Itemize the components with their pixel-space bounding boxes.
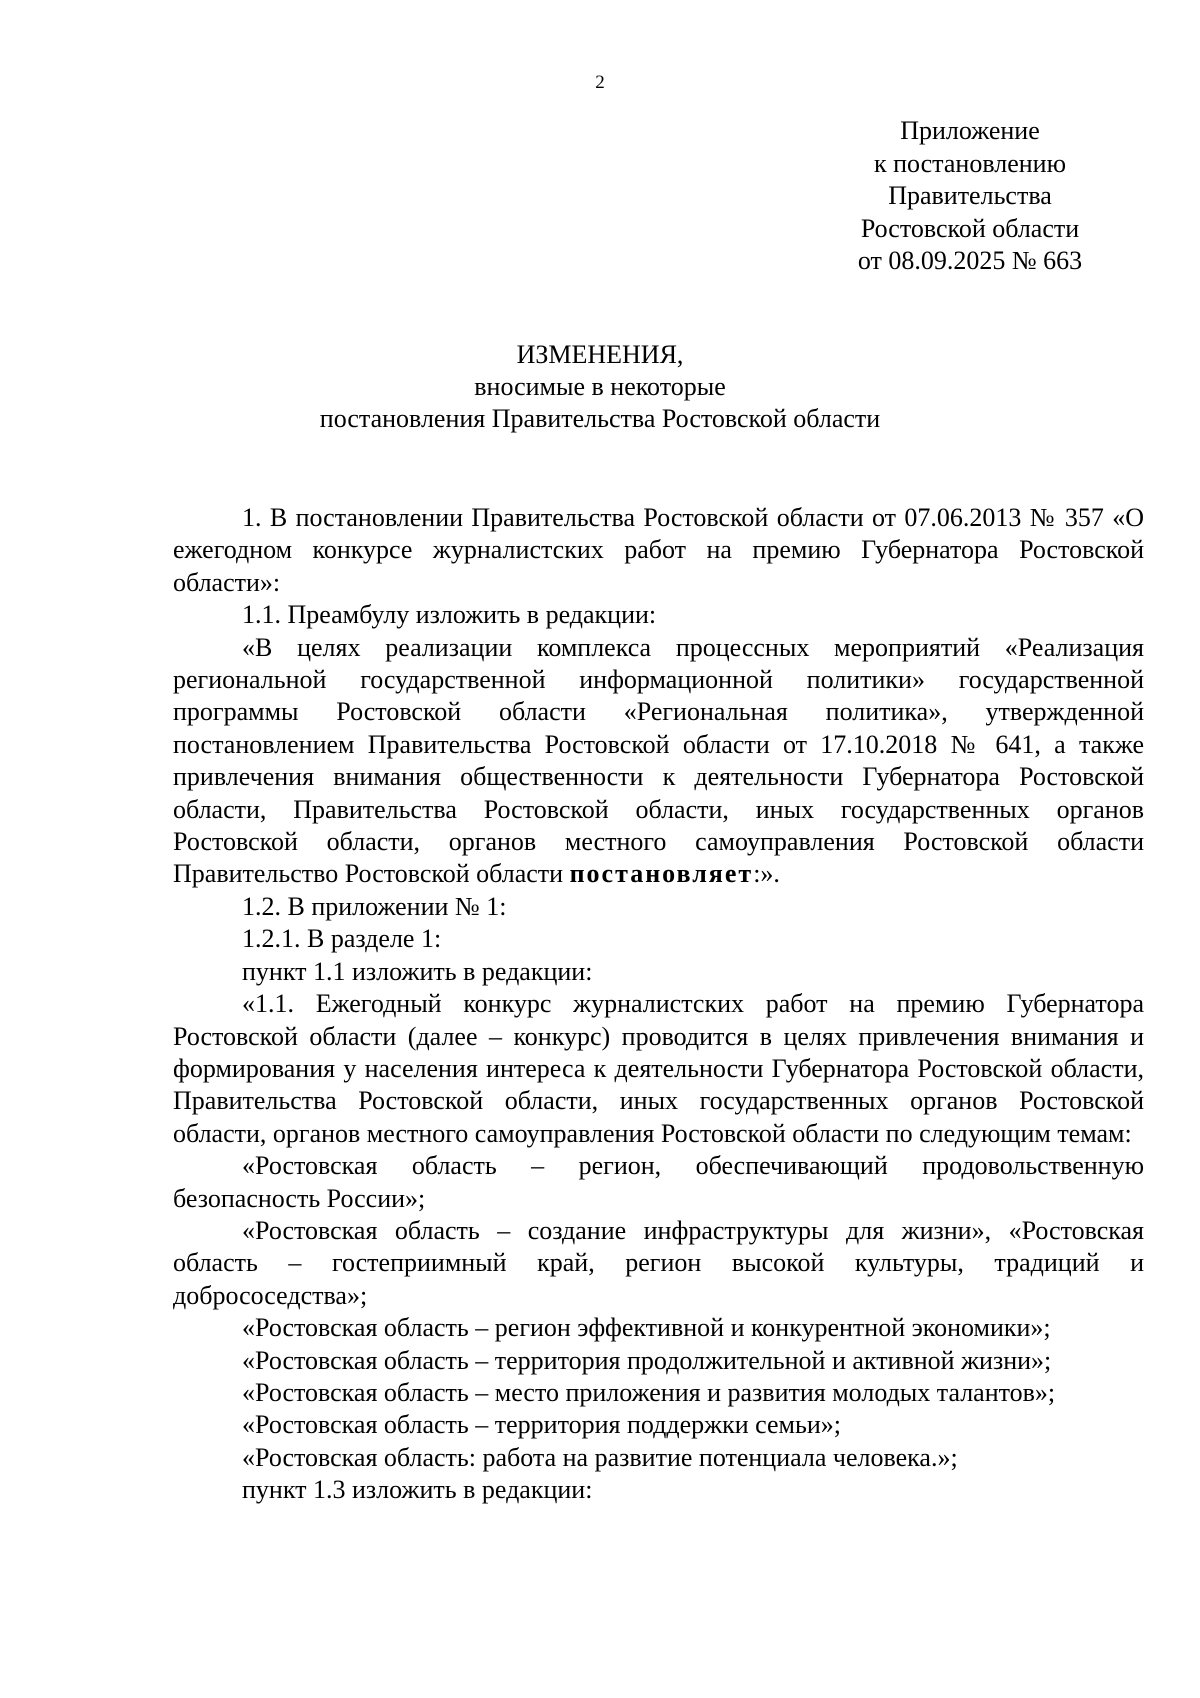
title-subtitle-line1: вносимые в некоторые [474,372,726,401]
approval-block [800,115,1140,278]
title-subtitle-line2: постановления Правительства Ростовской области [319,404,881,433]
preamble-resolves: постановляет [569,859,754,889]
paragraph-item-1-1: 1.1. Преамбулу изложить в редакции: [242,600,657,630]
approval-line-government: Правительства [888,181,1052,210]
paragraph-theme-food-security: «Ростовская область – регион, обеспечивающий продовольственную безопасность России»; [173,1151,1144,1213]
title-heading: ИЗМЕНЕНИЯ, [516,340,684,369]
paragraph-item-1: 1. В постановлении Правительства Ростовской области от 07.06.2013 № 357 «О ежегодном конкурсе журналистских работ на премию Губернатора Ростовской области»: [173,503,1144,597]
page-number: 2 [595,72,605,93]
paragraph-item-1-2: 1.2. В приложении № 1: [242,891,507,921]
paragraph-item-1-2-1: 1.2.1. В разделе 1: [242,924,442,954]
paragraph-clause-1-1-text: «1.1. Ежегодный конкурс журналистских работ на премию Губернатора Ростовской области (далее – конкурс) проводится в целях привлечения внимания и формирования у населения интереса к деятельности Губернатора Ростовской области, Правительства Ростовской области, иных государственных органов Ростовской области, органов местного самоуправления Ростовской области по следующим темам: [173,989,1144,1148]
approval-line-appendix: Приложение [900,116,1040,145]
document-body [173,502,1144,1507]
paragraph-clause-1-1-intro: пункт 1.1 изложить в редакции: [242,956,593,986]
paragraph-theme-young-talents: «Ростовская область – место приложения и развития молодых талантов»; [242,1377,1056,1407]
preamble-tail: :». [753,859,780,889]
approval-line-to-resolution: к постановлению [873,148,1067,178]
paragraph-preamble [173,632,1144,891]
paragraph-clause-1-3-intro: пункт 1.3 изложить в редакции: [242,1475,593,1505]
paragraph-theme-infrastructure: «Ростовская область – создание инфраструктуры для жизни», «Ростовская область – гостеприимный край, регион высокой культуры, традиций и добрососедства»; [173,1215,1144,1310]
paragraph-theme-family: «Ростовская область – территория поддержки семьи»; [242,1410,842,1440]
paragraph-theme-human-potential: «Ростовская область: работа на развитие потенциала человека.»; [242,1442,958,1472]
document-title [0,339,1200,435]
approval-line-date-number: от 08.09.2025 № 663 [857,246,1083,275]
approval-line-region: Ростовской области [860,213,1080,243]
paragraph-theme-active-life: «Ростовская область – территория продолжительной и активной жизни»; [242,1345,1052,1375]
preamble-text: «В целях реализации комплекса процессных мероприятий «Реализация региональной государственной информационной политики» государственной программы Ростовской области «Региональная политика», утвержденной постановлением Правительства Ростовской области от 17.10.2018 № 641, а также привлечения внимания общественности к деятельности Губернатора Ростовской области, Правительства Ростовской области, иных государственных органов Ростовской области, органов местного самоуправления Ростовской области Правительство Ростовской области [173,632,1144,889]
paragraph-theme-economy: «Ростовская область – регион эффективной и конкурентной экономики»; [242,1313,1051,1343]
